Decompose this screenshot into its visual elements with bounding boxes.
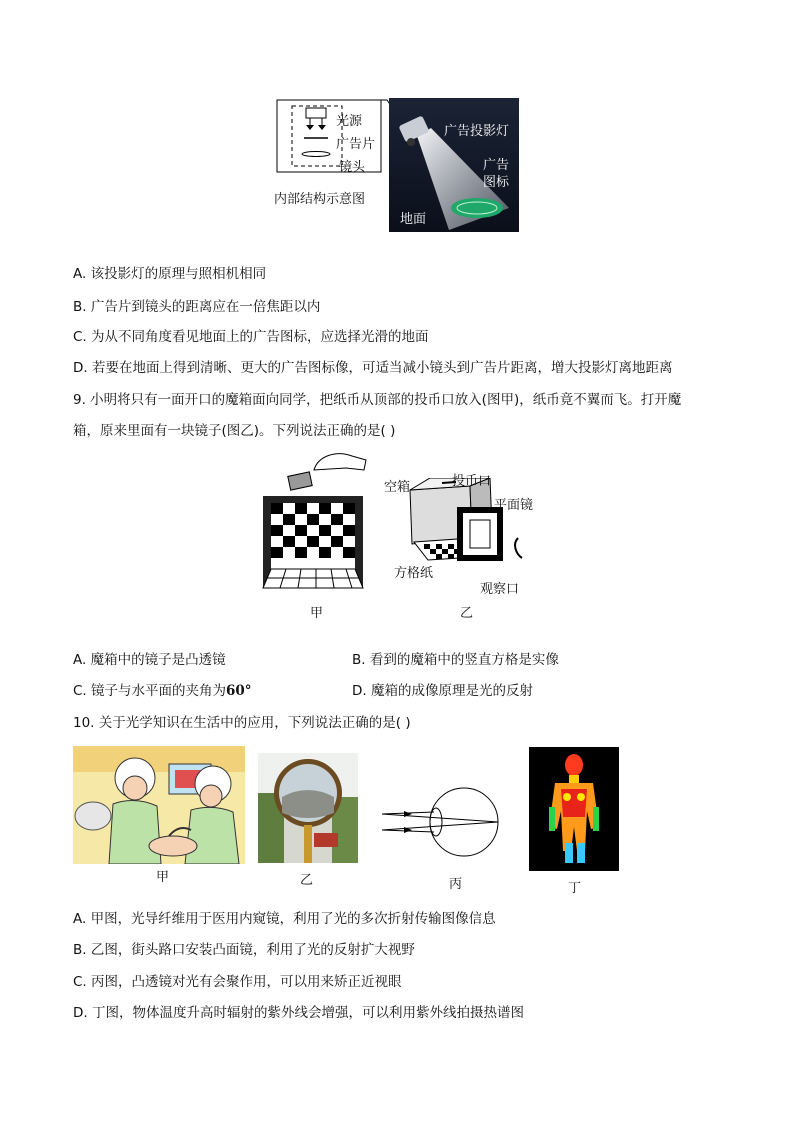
plane-mirror-label: 平面镜 xyxy=(494,498,534,513)
q9-option-c xyxy=(73,682,252,700)
lens-label: 镜头 xyxy=(339,160,366,175)
q10-option-d: D. 丁图，物体温度升高时辐射的紫外线会增强，可以利用紫外线拍摄热谱图 xyxy=(73,1005,524,1021)
thermal-image xyxy=(529,747,619,871)
q9-stem-line1: 9. 小明将只有一面开口的魔箱面向同学，把纸币从顶部的投币口放入(图甲)，纸币竟不翼而飞。打开魔 xyxy=(73,392,682,408)
convex-mirror-photo xyxy=(258,753,358,863)
q8-option-d: D. 若要在地面上得到清晰、更大的广告图标像，可适当减小镜头到广告片距离，增大投影灯离地距离 xyxy=(73,360,673,376)
q10-caption-bing: 丙 xyxy=(449,877,463,892)
q9-option-d: D. 魔箱的成像原理是光的反射 xyxy=(352,683,533,699)
ground-label: 地面 xyxy=(400,212,427,227)
q8-figure xyxy=(272,96,522,236)
ad-logo-label-2: 图标 xyxy=(483,175,510,190)
q9-option-a: A. 魔箱中的镜子是凸透镜 xyxy=(73,652,226,668)
q10-caption-jia: 甲 xyxy=(156,870,170,885)
q10-option-a: A. 甲图，光导纤维用于医用内窥镜，利用了光的多次折射传输图像信息 xyxy=(73,911,496,927)
q9-option-b: B. 看到的魔箱中的竖直方格是实像 xyxy=(352,652,559,668)
q8-option-c: C. 为从不同角度看见地面上的广告图标，应选择光滑的地面 xyxy=(73,329,429,345)
ad-logo-label-1: 广告 xyxy=(483,158,510,173)
viewport-label: 观察口 xyxy=(480,582,520,597)
eye-lens-diagram xyxy=(380,782,510,866)
q9-option-c-angle: 60° xyxy=(226,683,252,699)
empty-box-label: 空箱 xyxy=(384,480,411,495)
q10-option-b: B. 乙图，街头路口安装凸面镜，利用了光的反射扩大视野 xyxy=(73,942,415,958)
coin-slot-label: 投币口 xyxy=(452,474,492,489)
lamp-label: 广告投影灯 xyxy=(444,124,510,139)
q8-option-b: B. 广告片到镜头的距离应在一倍焦距以内 xyxy=(73,299,321,315)
light-source-label: 光源 xyxy=(336,114,363,129)
magic-box-figure xyxy=(256,448,374,598)
endoscope-cartoon xyxy=(73,746,245,864)
q9-caption-jia: 甲 xyxy=(310,606,324,621)
q8-option-a: A. 该投影灯的原理与照相机相同 xyxy=(73,266,267,282)
q9-caption-yi: 乙 xyxy=(460,606,474,621)
q9-option-c-text: C. 镜子与水平面的夹角为 xyxy=(73,683,227,699)
q10-option-c: C. 丙图，凸透镜对光有会聚作用，可以用来矫正近视眼 xyxy=(73,974,402,990)
grid-paper-label: 方格纸 xyxy=(394,566,434,581)
q10-caption-yi: 乙 xyxy=(300,873,314,888)
ad-film-label: 广告片 xyxy=(336,137,376,152)
structure-caption: 内部结构示意图 xyxy=(274,192,366,207)
q9-stem-line2: 箱，原来里面有一块镜子(图乙)。下列说法正确的是( ) xyxy=(73,423,396,439)
q10-stem: 10. 关于光学知识在生活中的应用，下列说法正确的是( ) xyxy=(73,715,411,731)
q10-caption-ding: 丁 xyxy=(568,881,582,896)
